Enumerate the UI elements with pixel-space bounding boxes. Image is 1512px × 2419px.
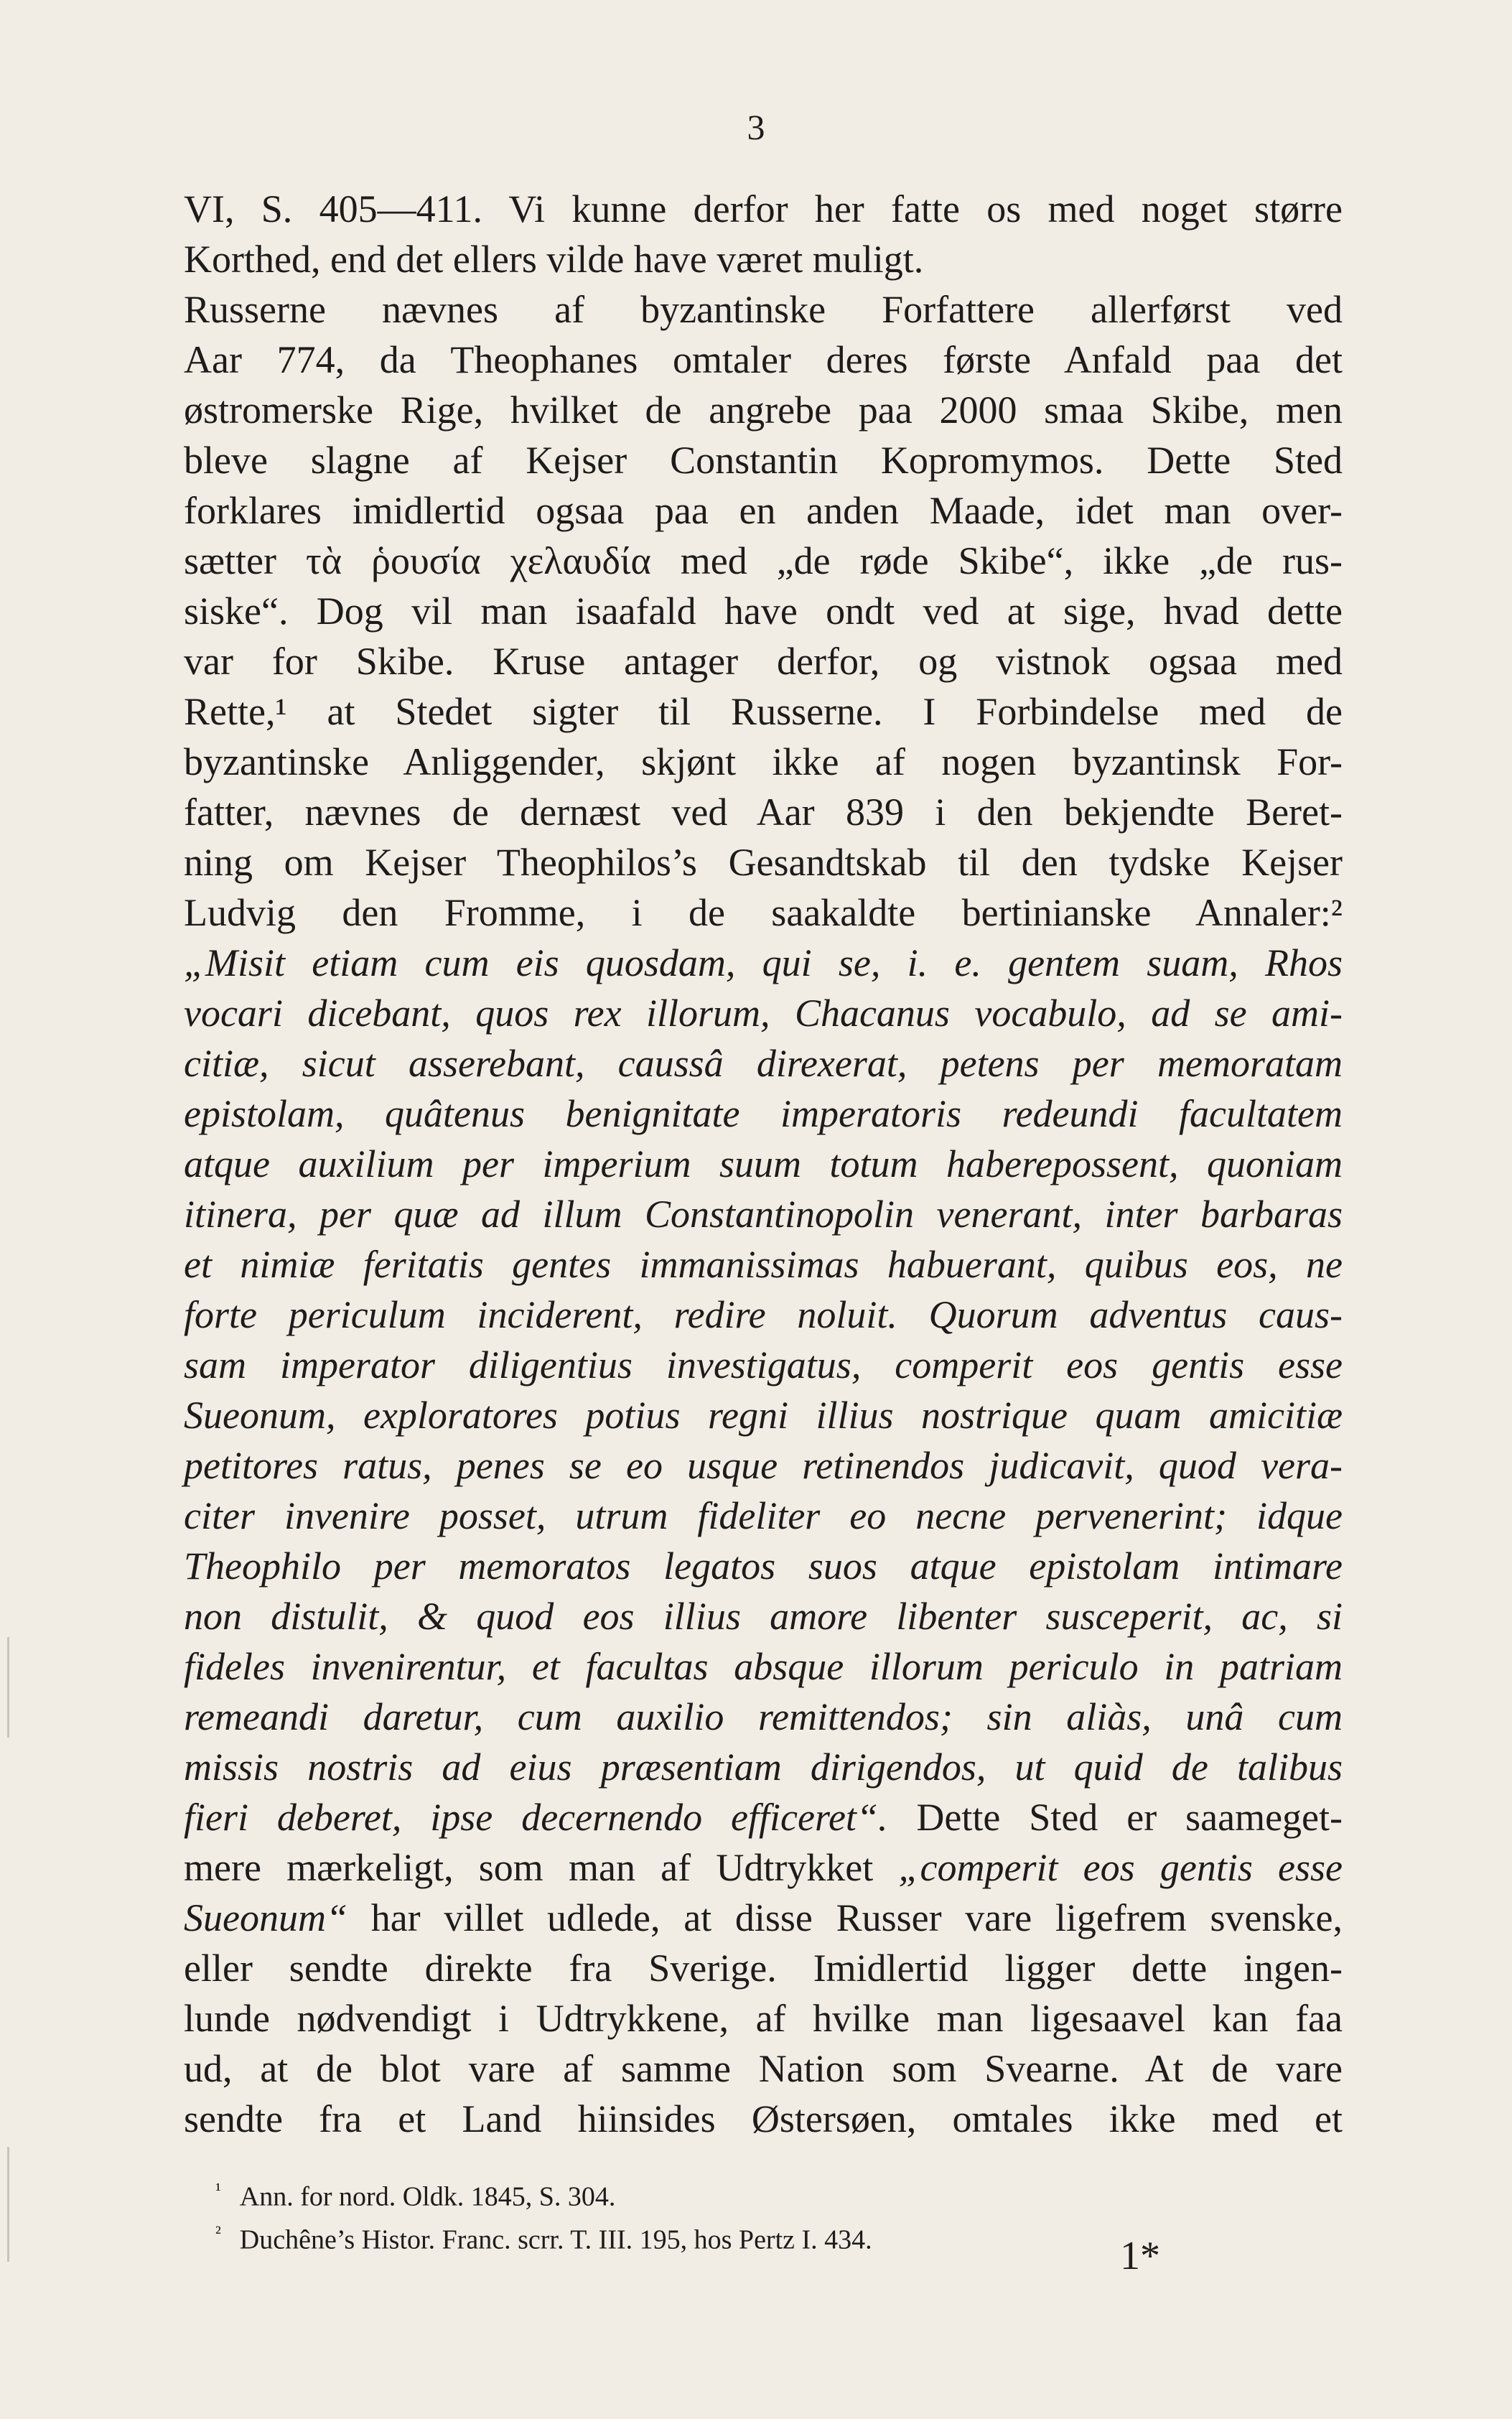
text-line: fideles invenirentur, et facultas absque illorum periculo in patriam [184,1645,1343,1688]
text-line: itinera, per quæ ad illum Constantinopolin venerant, inter barbaras [184,1193,1343,1236]
text-line: fatter, nævnes de dernæst ved Aar 839 i den bekjendte Beret- [184,791,1343,834]
text-line: forklares imidlertid ogsaa paa en anden Maade, idet man over- [184,489,1343,532]
text-line: citer invenire posset, utrum fideliter eo necne pervenerint; idque [184,1494,1343,1537]
text-line: ning om Kejser Theophilos’s Gesandtskab til den tydske Kejser [184,841,1343,884]
text-line: VI, S. 405—411. Vi kunne derfor her fatte os med noget større [184,187,1343,230]
page-number: 3 [747,107,765,147]
text-line: ud, at de blot vare af samme Nation som Svearne. At de vare [184,2047,1343,2090]
text-line: Theophilo per memoratos legatos suos atque epistolam intimare [184,1544,1343,1588]
text-line: „Misit etiam cum eis quosdam, qui se, i. e. gentem suam, Rhos [184,941,1343,984]
footnote [215,2168,1292,2211]
text-line [184,1893,1343,1943]
text-line: atque auxilium per imperium suum totum haberepossent, quoniam [184,1142,1343,1185]
text-segment: Sueonum“ [184,1896,347,1939]
text-line: Ludvig den Fromme, i de saakaldte bertinianske Annaler:² [184,891,1343,934]
page-edge-mark [7,1637,9,1738]
text-line: non distulit, & quod eos illius amore libenter susceperit, ac, si [184,1595,1343,1638]
text-line: siske“. Dog vil man isaafald have ondt ved at sige, hvad dette [184,589,1343,633]
text-line: østromerske Rige, hvilket de angrebe paa 2000 smaa Skibe, men [184,388,1343,432]
text-line: sam imperator diligentius investigatus, comperit eos gentis esse [184,1343,1343,1386]
text-line: sætter τὰ ῥουσία χελαυδία med „de røde Skibe“, ikke „de rus- [184,539,1343,582]
text-line: remeandi daretur, cum auxilio remittendos; sin aliàs, unâ cum [184,1695,1343,1738]
text-line: forte periculum inciderent, redire noluit. Quorum adventus caus- [184,1293,1343,1336]
text-line [184,1842,1343,1893]
page-edge-mark [7,2147,9,2262]
text-segment: „comperit eos gentis esse [898,1846,1343,1889]
text-line: Russerne nævnes af byzantinske Forfattere allerførst ved [184,288,1343,331]
text-line: bleve slagne af Kejser Constantin Kopromymos. Dette Sted [184,439,1343,482]
text-line: missis nostris ad eius præsentiam dirigendos, ut quid de talibus [184,1745,1343,1789]
text-line: citiæ, sicut asserebant, caussâ direxerat, petens per memoratam [184,1042,1343,1085]
text-line: et nimiæ feritatis gentes immanissimas habuerant, quibus eos, ne [184,1243,1343,1286]
text-line: eller sendte direkte fra Sverige. Imidlertid ligger dette ingen- [184,1947,1343,1990]
footnote-marker: ² [215,2222,221,2243]
footnote-text: Ann. for nord. Oldk. 1845, S. 304. [239,2181,616,2212]
text-line: petitores ratus, penes se eo usque retinendos judicavit, quod vera- [184,1444,1343,1487]
text-line: Rette,¹ at Stedet sigter til Russerne. I Forbindelse med de [184,690,1343,733]
footnote-text: Duchêne’s Histor. Franc. scrr. T. III. 195, hos Pertz I. 434. [239,2224,872,2255]
text-line: Sueonum, exploratores potius regni illius nostrique quam amicitiæ [184,1394,1343,1437]
text-segment: har villet udlede, at disse Russer vare ligefrem svenske, [347,1896,1343,1939]
text-segment: Dette Sted er saameget- [887,1796,1343,1839]
text-line: sendte fra et Land hiinsides Østersøen, omtales ikke med et [184,2097,1343,2140]
text-line: epistolam, quâtenus benignitate imperatoris redeundi facultatem [184,1092,1343,1135]
signature-mark: 1* [1120,2234,1160,2278]
text-line: byzantinske Anliggender, skjønt ikke af nogen byzantinsk For- [184,740,1343,783]
text-line: lunde nødvendigt i Udtrykkene, af hvilke man ligesaavel kan faa [184,1997,1343,2040]
text-segment: fieri deberet, ipse decernendo efficeret“. [184,1796,888,1839]
text-line: var for Skibe. Kruse antager derfor, og vistnok ogsaa med [184,640,1343,683]
footnote-marker: ¹ [215,2179,221,2200]
body-text [184,184,1343,2144]
text-line: Korthed, end det ellers vilde have været muligt. [184,238,924,281]
text-segment: mere mærkeligt, som man af Udtrykket [184,1846,899,1889]
text-line: vocari dicebant, quos rex illorum, Chacanus vocabulo, ad se ami- [184,992,1343,1035]
text-line: Aar 774, da Theophanes omtaler deres første Anfald paa det [184,338,1343,381]
text-line [184,1792,1343,1842]
